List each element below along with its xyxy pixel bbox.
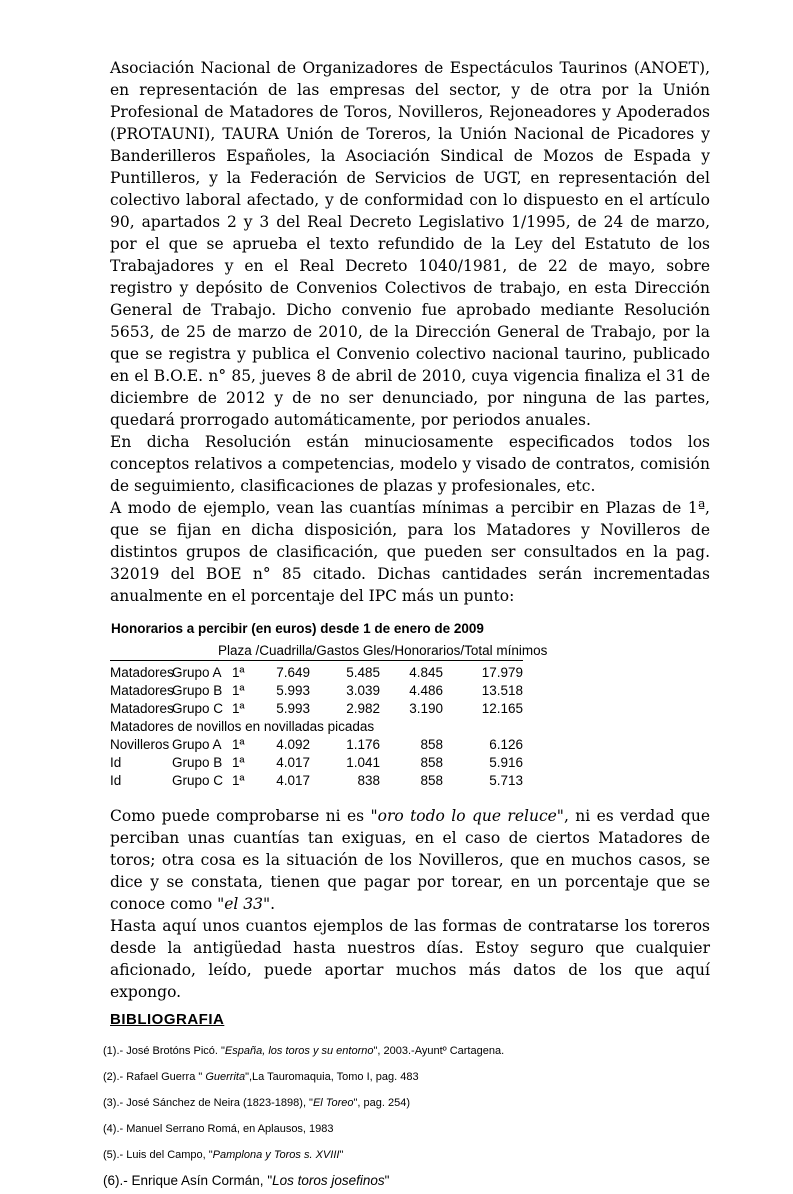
fee-cell-plaza: 1ª <box>232 736 245 752</box>
bibliography-entry: (2).- Rafael Guerra " Guerrita",La Tauromaquia, Tomo I, pag. 483 <box>103 1071 419 1083</box>
fee-cell-group: Grupo A <box>172 736 222 752</box>
fee-cell-gastos: 3.039 <box>346 682 380 698</box>
fee-cell-honorarios: 858 <box>420 736 443 752</box>
bibliography-entry: (4).- Manuel Serrano Romá, en Aplausos, 1983 <box>103 1123 334 1135</box>
fee-cell-plaza: 1ª <box>232 754 245 770</box>
fee-cell-total: 12.165 <box>481 700 523 716</box>
paragraph-ejemplo: A modo de ejemplo, vean las cuantías mínimas a percibir en Plazas de 1ª, que se fijan en dicha disposición, para los Matadores y Novilleros de distintos grupos de clasificación, que pueden ser consultados en la pag. 32019 del BOE n° 85 citado. Dichas cantidades serán incrementadas anualmente en el porcentaje del IPC más un punto: <box>110 499 710 605</box>
fee-cell-total: 5.713 <box>489 772 523 788</box>
bibliography-entry: (1).- José Brotóns Picó. "España, los toros y su entorno", 2003.-Ayuntº Cartagena. <box>103 1045 505 1057</box>
page-content <box>103 57 710 1194</box>
intro-text-block <box>110 57 710 607</box>
fee-cell-gastos: 5.485 <box>346 664 380 680</box>
bibliography-entry: (5).- Luis del Campo, "Pamplona y Toros s. XVIII" <box>103 1149 344 1161</box>
bibliography-entry: (6).- Enrique Asín Cormán, "Los toros josefinos" <box>103 1173 390 1188</box>
fee-cell-group: Grupo A <box>172 664 222 680</box>
fee-cell-total: 13.518 <box>481 682 523 698</box>
fee-cell-group: Grupo C <box>172 700 224 716</box>
fee-cell-name: Matadores <box>110 682 174 698</box>
fee-cell-total: 5.916 <box>489 754 523 770</box>
commentary-text-block <box>110 805 710 1003</box>
fee-row <box>110 699 523 717</box>
fee-cell-honorarios: 4.486 <box>409 682 443 698</box>
fee-row-section-label <box>110 717 523 735</box>
fee-cell-gastos: 1.041 <box>346 754 380 770</box>
fee-cell-total: 6.126 <box>489 736 523 752</box>
fee-row <box>110 663 523 681</box>
fee-cell-plaza: 1ª <box>232 664 245 680</box>
fee-cell-name: Id <box>110 754 122 770</box>
fee-cell-cuadrilla: 5.993 <box>276 682 310 698</box>
fee-cell-honorarios: 4.845 <box>409 664 443 680</box>
fee-row <box>110 681 523 699</box>
fee-row <box>110 753 523 771</box>
fee-cell-group: Grupo B <box>172 754 223 770</box>
fee-cell-section-label: Matadores de novillos en novilladas picadas <box>110 718 375 734</box>
fee-cell-honorarios: 858 <box>420 772 443 788</box>
paragraph-cierre: Hasta aquí unos cuantos ejemplos de las formas de contratarse los toreros desde la antigüedad hasta nuestros días. Estoy seguro que cualquier aficionado, leído, puede aportar muchos más datos de los que aquí expongo. <box>110 917 710 1001</box>
fee-cell-cuadrilla: 4.017 <box>276 772 310 788</box>
fee-cell-cuadrilla: 4.017 <box>276 754 310 770</box>
fee-cell-gastos: 838 <box>357 772 380 788</box>
fee-row <box>110 771 523 789</box>
fee-cell-honorarios: 858 <box>420 754 443 770</box>
fee-row <box>110 735 523 753</box>
fee-cell-group: Grupo B <box>172 682 223 698</box>
fee-cell-plaza: 1ª <box>232 700 245 716</box>
fee-cell-plaza: 1ª <box>232 682 245 698</box>
fee-cell-group: Grupo C <box>172 772 224 788</box>
bibliography-entry: (3).- José Sánchez de Neira (1823-1898), "El Toreo", pag. 254) <box>103 1097 411 1109</box>
fee-cell-total: 17.979 <box>481 664 523 680</box>
fee-cell-honorarios: 3.190 <box>409 700 443 716</box>
fee-cell-gastos: 2.982 <box>346 700 380 716</box>
paragraph-resolucion: En dicha Resolución están minuciosamente especificados todos los conceptos relativos a competencias, modelo y visado de contratos, comisión de seguimiento, clasificaciones de plazas y profesionales, etc. <box>110 433 710 495</box>
fees-section <box>110 621 710 789</box>
bibliography-heading: BIBLIOGRAFIA <box>110 1011 225 1028</box>
fee-cell-name: Matadores <box>110 700 174 716</box>
fees-table-title: Honorarios a percibir (en euros) desde 1 de enero de 2009 <box>111 621 484 636</box>
fee-cell-name: Novilleros <box>110 736 170 752</box>
fees-table-header: Plaza /Cuadrilla/Gastos Gles/Honorarios/Total mínimos <box>110 643 523 661</box>
fee-cell-cuadrilla: 7.649 <box>276 664 310 680</box>
fee-cell-cuadrilla: 5.993 <box>276 700 310 716</box>
fee-cell-cuadrilla: 4.092 <box>276 736 310 752</box>
fee-cell-name: Matadores <box>110 664 174 680</box>
fee-cell-plaza: 1ª <box>232 772 245 788</box>
paragraph-comentario: Como puede comprobarse ni es "oro todo lo que reluce", ni es verdad que perciban unas cuantías tan exiguas, en el caso de ciertos Matadores de toros; otra cosa es la situación de los Novilleros, que en muchos casos, se dice y se constata, tienen que pagar por torear, en un porcentaje que se conoce como "el 33". <box>110 807 710 913</box>
fees-table <box>110 663 523 789</box>
fee-cell-name: Id <box>110 772 122 788</box>
bibliography-section <box>103 1011 710 1194</box>
fee-cell-gastos: 1.176 <box>346 736 380 752</box>
paragraph-convenio: Asociación Nacional de Organizadores de Espectáculos Taurinos (ANOET), en representación de las empresas del sector, y de otra por la Unión Profesional de Matadores de Toros, Novilleros, Rejoneadores y Apoderados (PROTAUNI), TAURA Unión de Toreros, la Unión Nacional de Picadores y Banderilleros Españoles, la Asociación Sindical de Mozos de Espada y Puntilleros, y la Federación de Servicios de UGT, en representación del colectivo laboral afectado, y de conformidad con lo dispuesto en el artículo 90, apartados 2 y 3 del Real Decreto Legislativo 1/1995, de 24 de marzo, por el que se aprueba el texto refundido de la Ley del Estatuto de los Trabajadores y en el Real Decreto 1040/1981, de 22 de mayo, sobre registro y depósito de Convenios Colectivos de trabajo, en esta Dirección General de Trabajo. Dicho convenio fue aprobado mediante Resolución 5653, de 25 de marzo de 2010, de la Dirección General de Trabajo, por la que se registra y publica el Convenio colectivo nacional taurino, publicado en el B.O.E. n° 85, jueves 8 de abril de 2010, cuya vigencia finaliza el 31 de diciembre de 2012 y de no ser denunciado, por ninguna de las partes, quedará prorrogado automáticamente, por periodos anuales. <box>110 59 710 429</box>
